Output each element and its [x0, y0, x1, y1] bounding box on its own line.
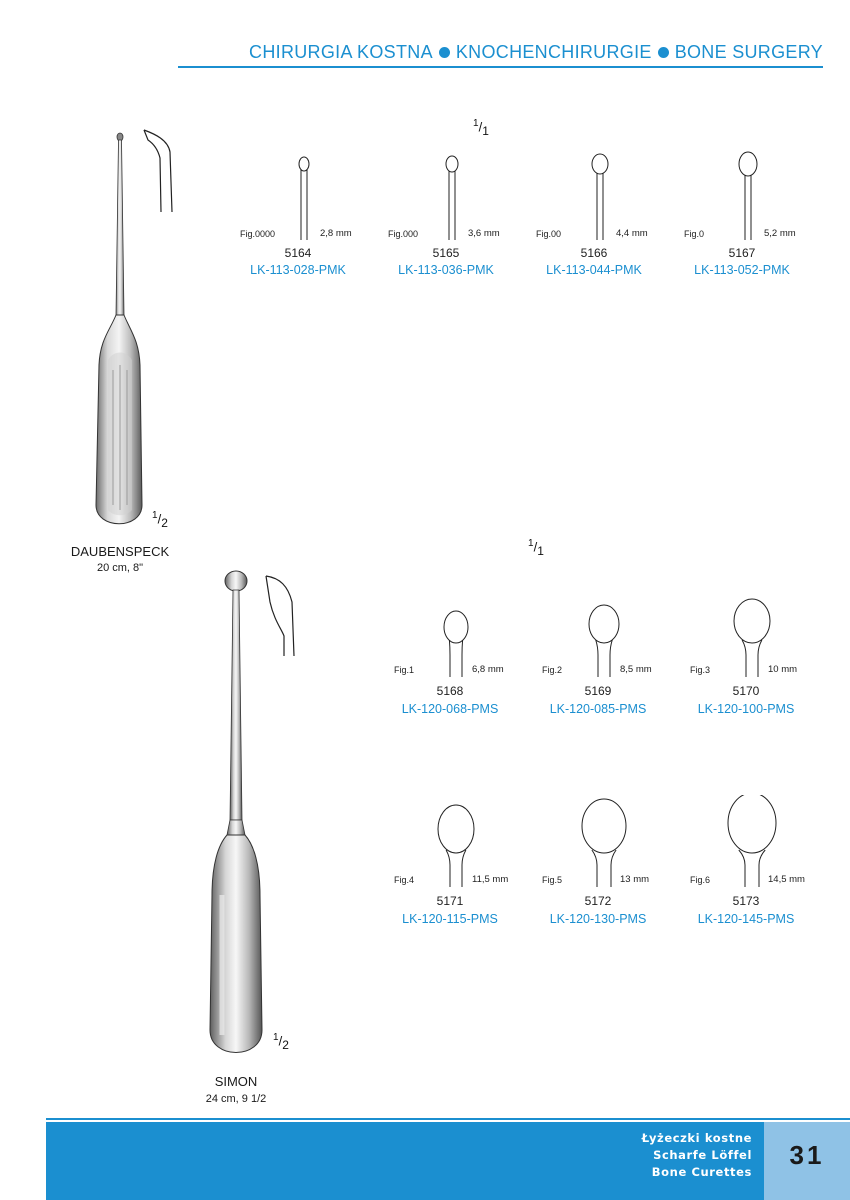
footer-title-german: Scharfe Löffel: [653, 1148, 752, 1162]
size-mm-label: 3,6 mm: [468, 228, 500, 239]
size-mm-label: 8,5 mm: [620, 664, 652, 675]
footer-title-polish: Łyżeczki kostne: [641, 1131, 752, 1145]
simon-scale: $^1/_2$: [273, 1032, 289, 1052]
fig-label: Fig.3: [690, 665, 711, 675]
product-code: LK-113-044-PMK: [546, 263, 642, 277]
product-code: LK-120-100-PMS: [697, 702, 795, 716]
fig-label: Fig.00: [536, 229, 562, 239]
pmk-item: [524, 150, 664, 290]
catalog-number: 5171: [436, 894, 464, 908]
footer-band: [46, 1122, 850, 1200]
size-mm-label: 6,8 mm: [472, 664, 504, 675]
catalog-number: 5167: [728, 246, 756, 260]
bullet-icon: [658, 47, 669, 58]
title-polish: CHIRURGIA KOSTNA: [249, 42, 433, 62]
catalog-number: 5164: [284, 246, 312, 260]
size-mm-label: 14,5 mm: [768, 874, 805, 885]
pms-item: [676, 585, 816, 725]
catalog-number: 5166: [580, 246, 608, 260]
size-mm-label: 13 mm: [620, 874, 650, 885]
size-mm-label: 10 mm: [768, 664, 798, 675]
section-header: [178, 40, 823, 68]
header-divider: [178, 66, 823, 68]
footer-title-english: Bone Curettes: [651, 1165, 752, 1179]
size-mm-label: 5,2 mm: [764, 228, 796, 239]
daubenspeck-side-profile: [140, 128, 180, 218]
catalog-number: 5172: [584, 894, 612, 908]
product-code: LK-120-085-PMS: [549, 702, 647, 716]
top-detail-scale: $^1/_1$: [473, 118, 489, 138]
title-english: BONE SURGERY: [674, 42, 823, 62]
product-code: LK-120-115-PMS: [402, 912, 498, 926]
fig-label: Fig.0: [684, 229, 705, 239]
catalog-number: 5165: [432, 246, 460, 260]
pmk-item: [672, 150, 812, 290]
daubenspeck-name: DAUBENSPECK: [70, 544, 170, 559]
title-german: KNOCHENCHIRURGIE: [455, 42, 652, 62]
fig-label: Fig.6: [690, 875, 711, 885]
pmk-item: [228, 150, 368, 290]
daubenspeck-scale: $^1/_2$: [152, 510, 168, 530]
fig-label: Fig.000: [388, 229, 419, 239]
fig-label: Fig.5: [542, 875, 563, 885]
simon-side-profile: [262, 572, 302, 660]
size-mm-label: 4,4 mm: [616, 228, 648, 239]
fig-label: Fig.2: [542, 665, 563, 675]
page-number: 31: [789, 1140, 825, 1170]
fig-label: Fig.1: [394, 665, 415, 675]
fig-label: Fig.4: [394, 875, 415, 885]
catalog-number: 5170: [732, 684, 760, 698]
page-number-box: [764, 1122, 850, 1200]
product-code: LK-113-052-PMK: [694, 263, 790, 277]
bottom-detail-scale: $^1/_1$: [528, 538, 544, 558]
pms-item: [380, 795, 520, 935]
pms-item: [528, 795, 668, 935]
product-code: LK-120-130-PMS: [549, 912, 647, 926]
size-mm-label: 2,8 mm: [320, 228, 352, 239]
section-title: [249, 42, 823, 63]
fig-label: Fig.0000: [240, 229, 276, 239]
product-code: LK-113-036-PMK: [398, 263, 494, 277]
pms-item: [528, 585, 668, 725]
product-code: LK-120-145-PMS: [697, 912, 795, 926]
pms-item: [380, 585, 520, 725]
pms-item: [676, 795, 816, 935]
pmk-item: [376, 150, 516, 290]
catalog-number: 5169: [584, 684, 612, 698]
size-mm-label: 11,5 mm: [472, 874, 509, 885]
catalog-number: 5173: [732, 894, 760, 908]
bullet-icon: [439, 47, 450, 58]
simon-name: SIMON: [214, 1074, 258, 1089]
product-code: LK-120-068-PMS: [401, 702, 499, 716]
daubenspeck-size: 20 cm, 8": [96, 562, 144, 574]
catalog-number: 5168: [436, 684, 464, 698]
footer-titles: [642, 1130, 752, 1181]
footer-divider: [46, 1118, 850, 1120]
simon-size: 24 cm, 9 1/2: [205, 1093, 267, 1105]
product-code: LK-113-028-PMK: [250, 263, 346, 277]
